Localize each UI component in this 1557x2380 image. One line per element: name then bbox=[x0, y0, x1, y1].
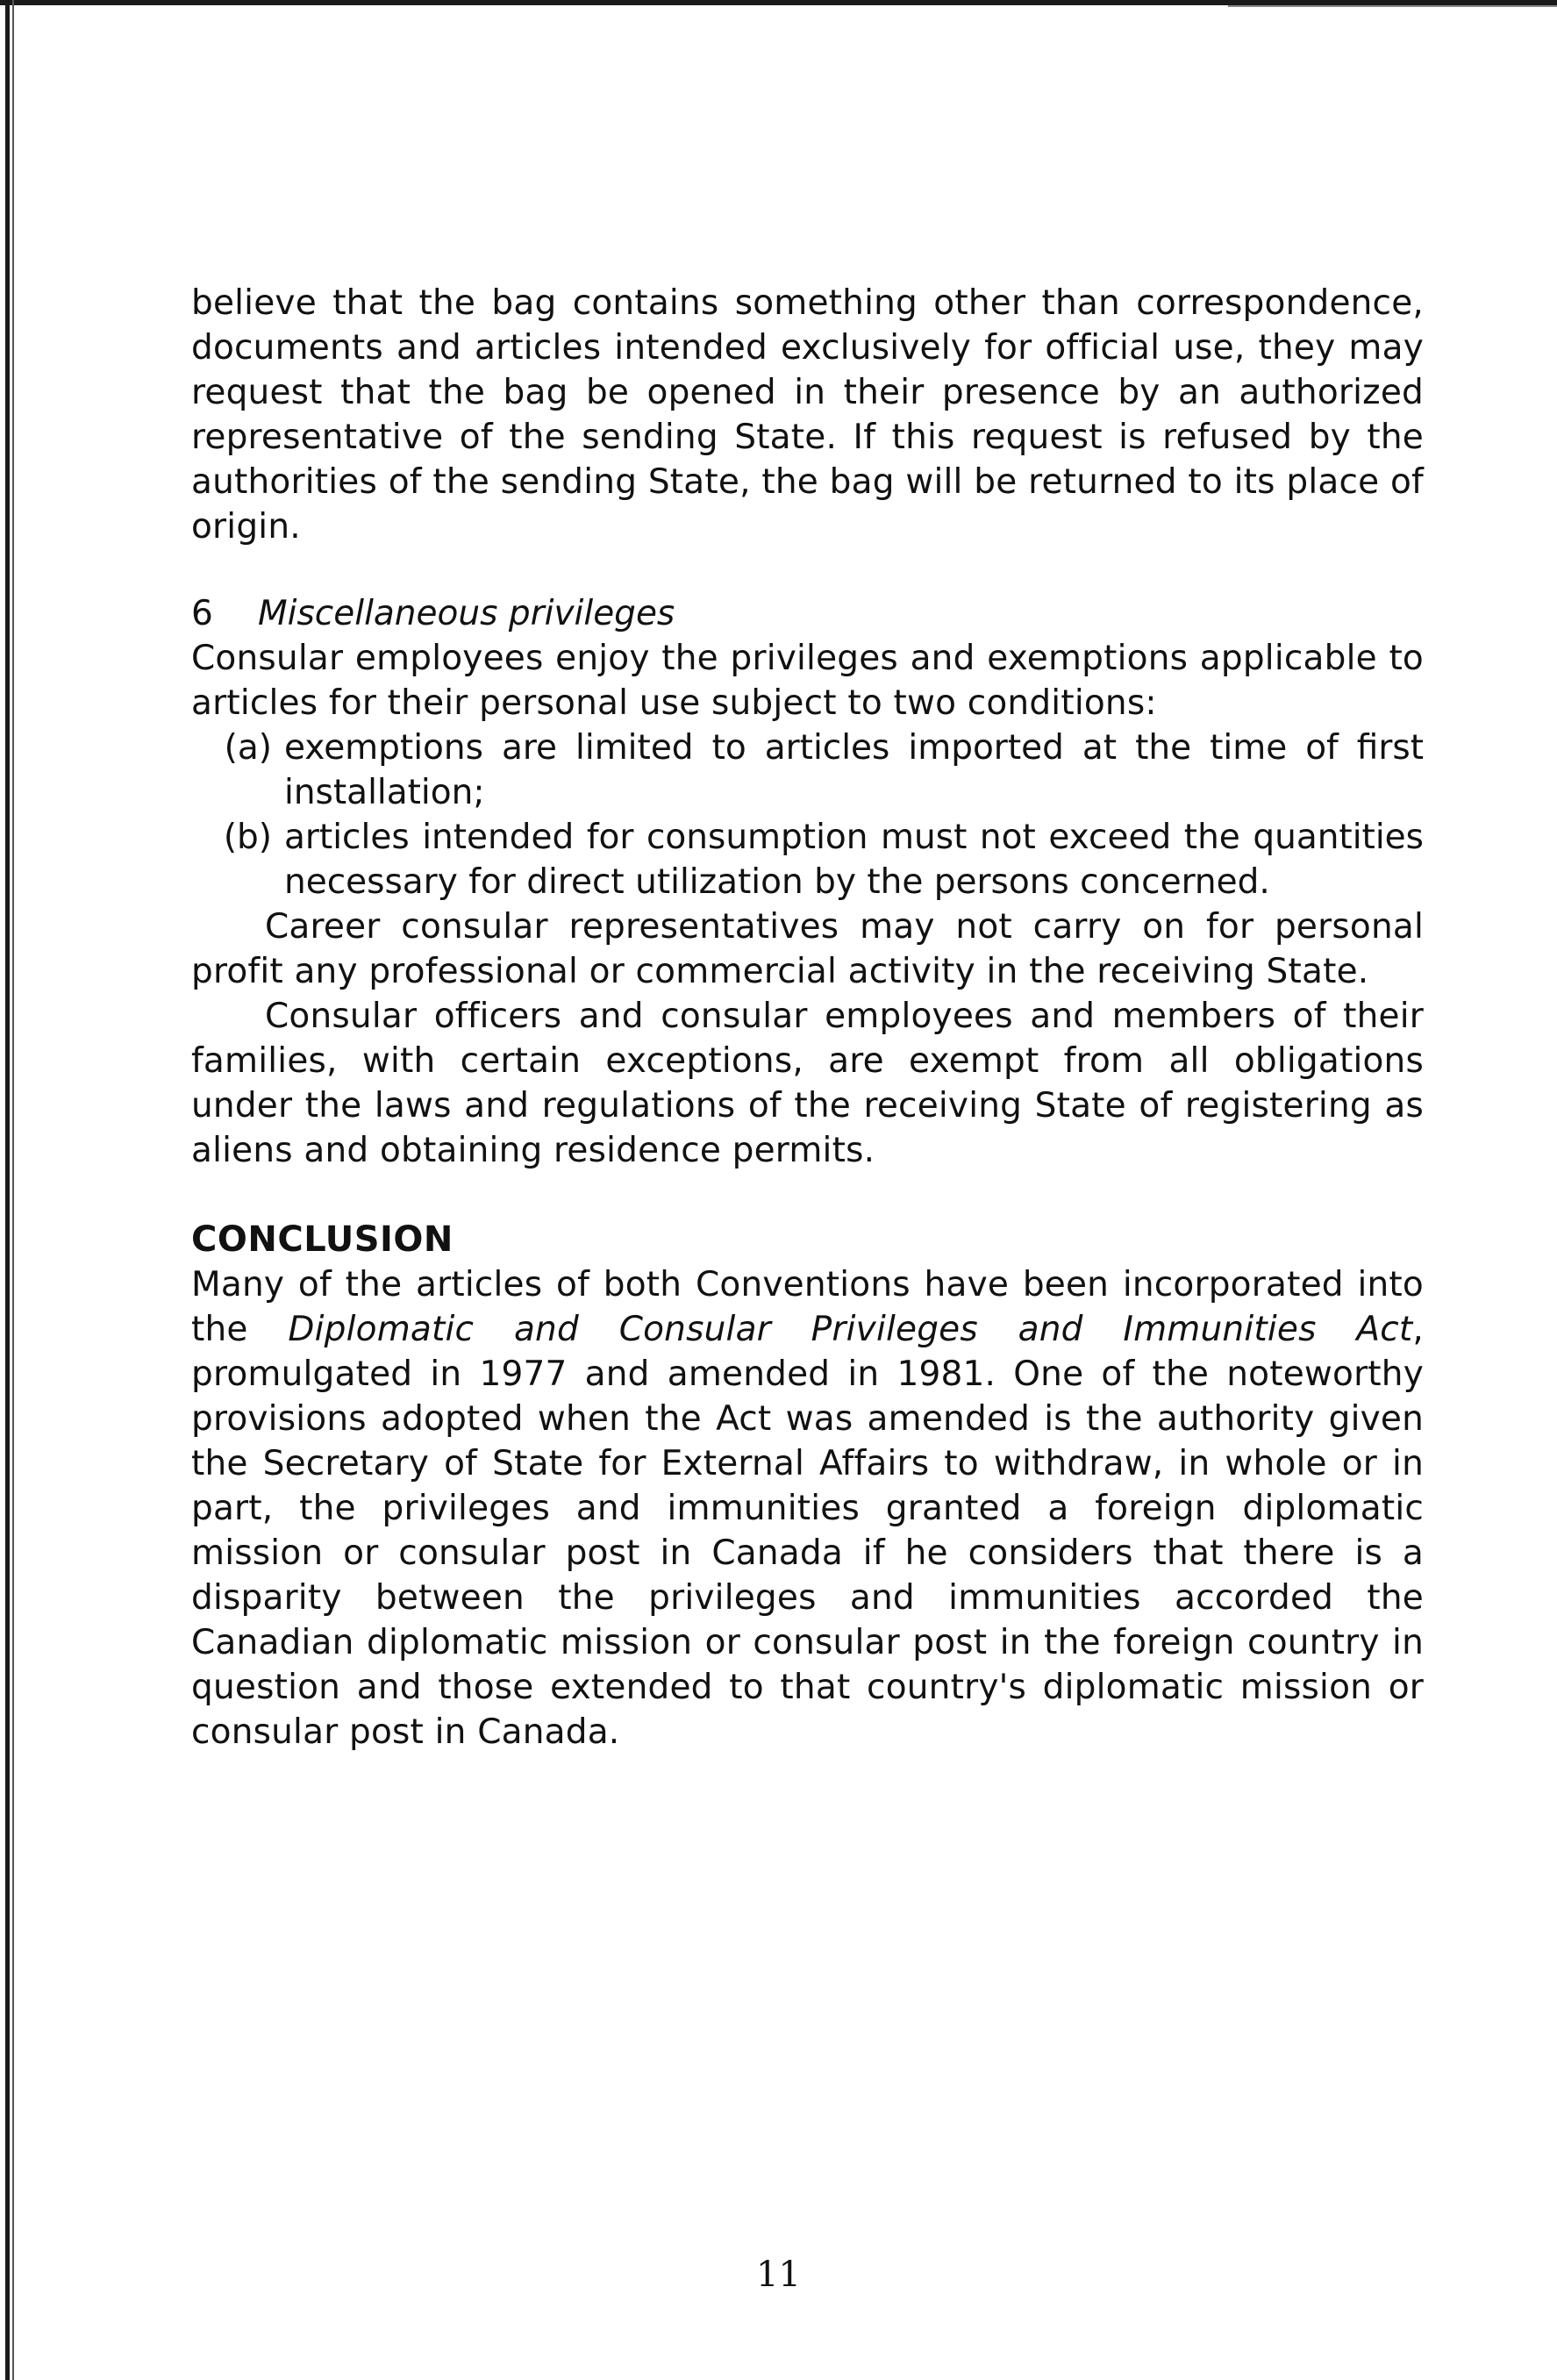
scan-left-border-thin bbox=[12, 0, 14, 2380]
list-item-text: exemptions are limited to articles imported at the time of first installation; bbox=[284, 728, 1424, 812]
conclusion-paragraph bbox=[191, 1262, 1424, 1755]
list-item-label: (a) bbox=[224, 728, 272, 768]
continued-paragraph: believe that the bag contains something other than correspondence, documents and articles intended exclusively for official use, they may request that the bag be opened in their presence by an authorized representative of the sending State. If this request is refused by the authorities of the sending State, the bag will be returned to its place of origin. bbox=[191, 283, 1424, 547]
conclusion-heading: CONCLUSION bbox=[191, 1219, 454, 1260]
conclusion-text-after: , promulgated in 1977 and amended in 1981. One of the noteworthy provisions adopted when the Act was amended is the authority given the Secretary of State for External Affairs to withdraw, in whole or in part, the privileges and immunities granted a foreign diplomatic mission or consular post in Canada if he considers that there is a disparity between the privileges and immunities accorded the Canadian diplomatic mission or consular post in the foreign country in question and those extended to that country's diplomatic mission or consular post in Canada. bbox=[191, 1310, 1424, 1752]
scan-left-border bbox=[5, 0, 10, 2380]
section-6-title: Miscellaneous privileges bbox=[258, 594, 675, 633]
page-number: 11 bbox=[756, 2255, 801, 2295]
conclusion-text-before: Many of the articles of both Conventions have been incorporated into the bbox=[191, 1265, 1424, 1349]
list-item-text: articles intended for consumption must not exceed the quantities necessary for direct utilization by the persons concerned. bbox=[284, 818, 1424, 902]
document-page bbox=[191, 281, 1424, 1755]
list-item bbox=[191, 815, 1424, 904]
list-item bbox=[191, 725, 1424, 815]
career-consular-paragraph: Career consular representatives may not carry on for personal profit any professional or commercial activity in the receiving State. bbox=[191, 907, 1424, 991]
act-title: Diplomatic and Consular Privileges and Immunities Act bbox=[288, 1310, 1413, 1349]
conditions-list bbox=[191, 725, 1424, 904]
consular-officers-paragraph: Consular officers and consular employees and members of their families, with certain exceptions, are exempt from all obligations under the laws and regulations of the receiving State of registering as aliens and obtaining residence permits. bbox=[191, 997, 1424, 1170]
section-6-heading bbox=[191, 591, 1424, 636]
list-item-label: (b) bbox=[223, 818, 272, 857]
section-6-intro: Consular employees enjoy the privileges and exemptions applicable to articles for their personal use subject to two conditions: bbox=[191, 639, 1424, 723]
section-6-number: 6 bbox=[191, 594, 213, 633]
scan-top-border-thin bbox=[1228, 5, 1557, 7]
